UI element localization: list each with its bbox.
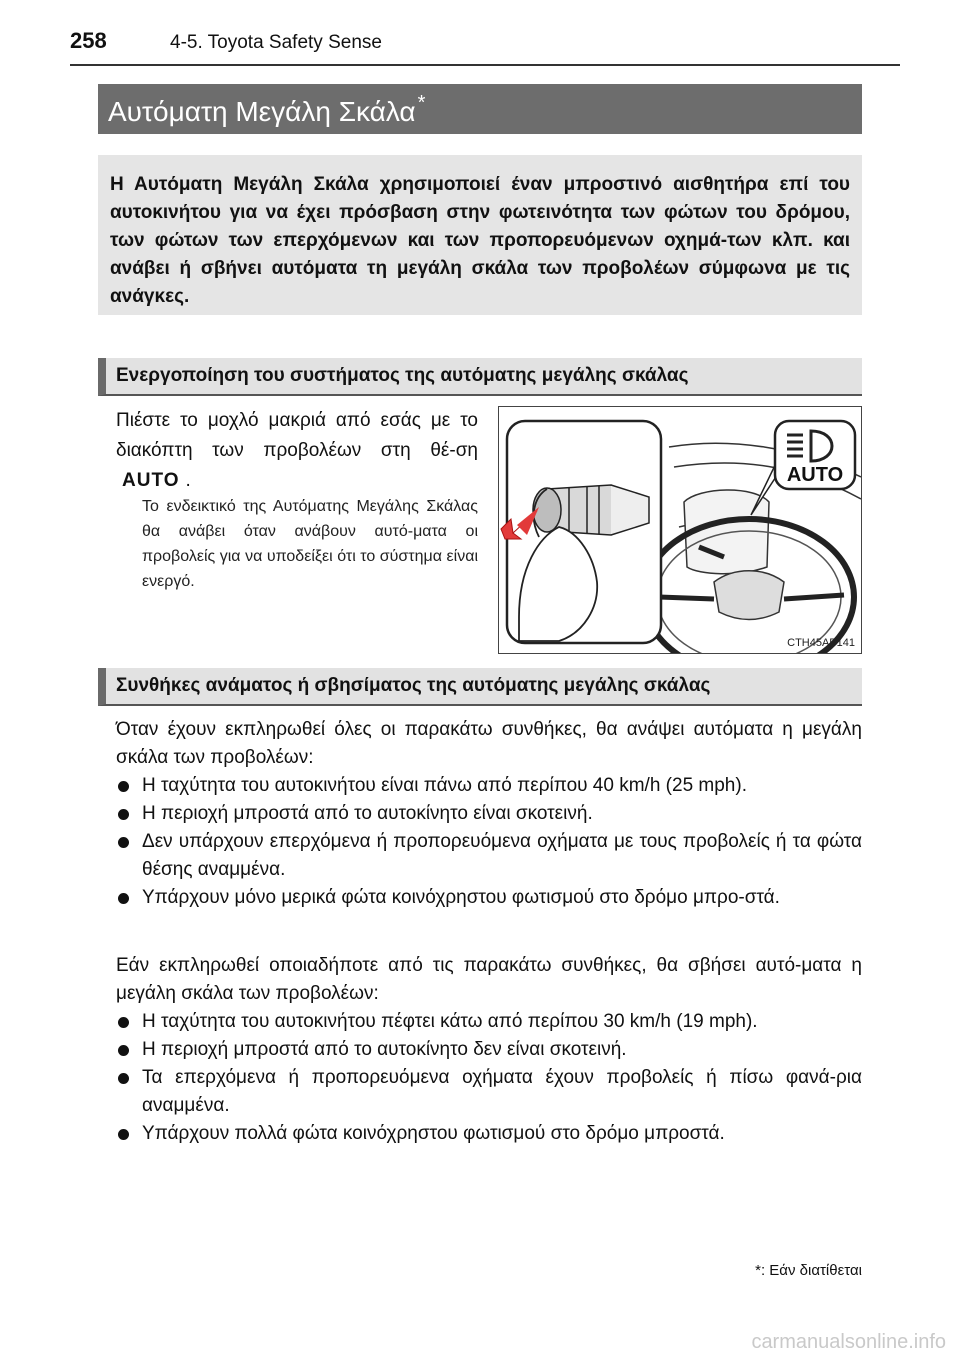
activation-heading: Ενεργοποίηση του συστήματος της αυτόματης μεγάλης σκάλας	[98, 358, 862, 396]
conditions-heading: Συνθήκες ανάματος ή σβησίματος της αυτόματης μεγάλης σκάλας	[98, 668, 862, 706]
off-intro: Εάν εκπληρωθεί οποιαδήποτε από τις παρακάτω συνθήκες, θα σβήσει αυτό-ματα η μεγάλη σκάλα των προβολέων:	[116, 955, 862, 1004]
page-header	[70, 28, 900, 68]
section-title: 4-5. Toyota Safety Sense	[170, 32, 382, 53]
list-item: Η περιοχή μπροστά από το αυτοκίνητο είναι σκοτεινή.	[116, 800, 862, 828]
list-item: Υπάρχουν πολλά φώτα κοινόχρηστου φωτισμού στο δρόμο μπροστά.	[116, 1120, 862, 1148]
list-item: Δεν υπάρχουν επερχόμενα ή προπορευόμενα οχήματα με τους προβολείς ή τα φώτα θέσης αναμμένα.	[116, 828, 862, 884]
header-rule	[70, 64, 900, 66]
switch-illustration	[499, 407, 862, 654]
list-item: Τα επερχόμενα ή προπορευόμενα οχήματα έχουν προβολείς ή πίσω φανά-ρια αναμμένα.	[116, 1064, 862, 1120]
on-intro: Όταν έχουν εκπληρωθεί όλες οι παρακάτω συνθήκες, θα ανάψει αυτόματα η μεγάλη σκάλα των προβολέων:	[116, 719, 862, 768]
headlight-switch-figure	[498, 406, 862, 654]
asterisk-marker: *	[417, 92, 426, 114]
auto-symbol: AUTO	[122, 470, 180, 491]
list-item: Υπάρχουν μόνο μερικά φώτα κοινόχρηστου φωτισμού στο δρόμο μπρο-στά.	[116, 884, 862, 912]
list-item: Η ταχύτητα του αυτοκινήτου είναι πάνω από περίπου 40 km/h (25 mph).	[116, 772, 862, 800]
watermark: carmanualsonline.info	[751, 1331, 946, 1353]
figure-code: CTH45AP141	[787, 637, 855, 649]
activation-instruction	[116, 406, 478, 496]
on-conditions-list	[116, 772, 862, 912]
footnote: *: Εάν διατίθεται	[755, 1262, 862, 1279]
off-conditions-list	[116, 1008, 862, 1148]
figure-auto-label: AUTO	[786, 464, 844, 486]
list-item: Η περιοχή μπροστά από το αυτοκίνητο δεν είναι σκοτεινή.	[116, 1036, 862, 1064]
on-conditions	[116, 716, 862, 912]
instruction-text: Πιέστε το μοχλό μακριά από εσάς με το διακόπτη των προβολέων στη θέ-ση	[116, 410, 478, 461]
list-item: Η ταχύτητα του αυτοκινήτου πέφτει κάτω από περίπου 30 km/h (19 mph).	[116, 1008, 862, 1036]
instruction-end: .	[185, 470, 191, 491]
page-title	[98, 84, 862, 134]
off-conditions	[116, 952, 862, 1148]
page-title-text: Αυτόματη Μεγάλη Σκάλα	[108, 96, 416, 127]
indicator-note: Το ενδεικτικό της Αυτόματης Μεγάλης Σκάλας θα ανάβει όταν ανάβουν αυτό-ματα οι προβολείς για να υποδείξει ότι το σύστημα είναι ενεργό.	[142, 498, 478, 590]
page-number: 258	[70, 28, 107, 53]
intro-box: Η Αυτόματη Μεγάλη Σκάλα χρησιμοποιεί έναν μπροστινό αισθητήρα επί του αυτοκινήτου για να έχει πρόσβαση στην φωτεινότητα των φώτων του δρόμου, των φώτων των επερχόμενων και των προπορευόμενων οχημά-των κλπ. και ανάβει ή σβήνει αυτόματα τη μεγάλη σκάλα των προβολέων σύμφωνα με τις ανάγκες.	[98, 155, 862, 315]
